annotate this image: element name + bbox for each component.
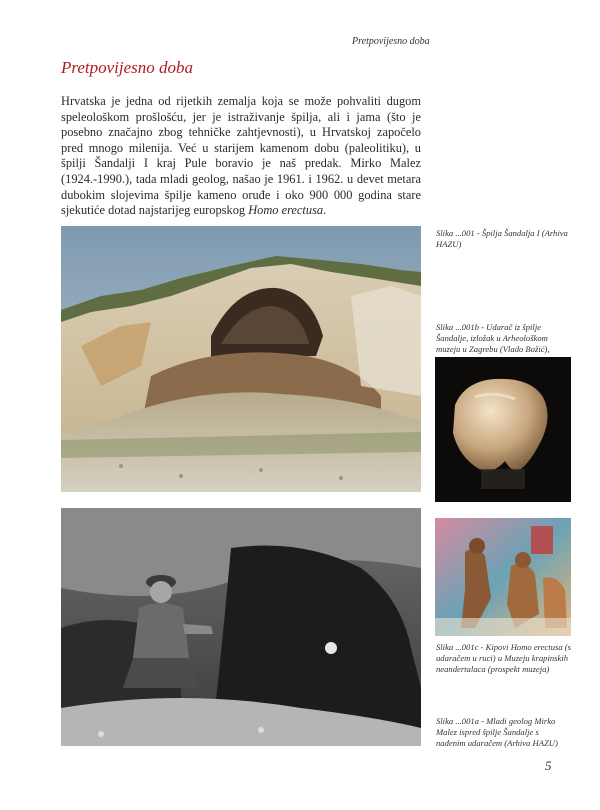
statues-photo bbox=[435, 518, 571, 636]
body-paragraph bbox=[61, 94, 421, 219]
stone-tool-photo bbox=[435, 357, 571, 502]
caption-geologist: Slika ...001a - Mladi geolog Mirko Malez ispred špilje Šandalje s nađenim udaračem (Arhiva HAZU) bbox=[436, 716, 558, 748]
body-text-main: Hrvatska je jedna od rijetkih zemalja koja se može pohvaliti dugom speleološkom prošlošću, jer je istraživanje špilja, ali i jama (što je posebno značajno zbog tehničke zahtjevnosti), u Hrvatskoj započelo pred mnogo milenija. Već u starijem kamenom dobu (paleolitiku), u špilji Šandalji I kraj Pule boravio je naš predak. Mirko Malez (1924.-1990.), tada mladi geolog, našao je 1961. i 1962. u devet metara dubokim slojevima špilje kameno oruđe i oko 900 000 godina stare sjekutiće dotad najstarijeg europskog bbox=[61, 94, 421, 218]
body-text-species: Homo erectusa bbox=[248, 203, 324, 218]
cave-photo bbox=[61, 226, 421, 492]
geologist-photo bbox=[61, 508, 421, 746]
caption-cave: Slika ...001 - Špilja Šandalja I (Arhiva HAZU) bbox=[436, 228, 568, 249]
page-number: 5 bbox=[545, 758, 552, 773]
body-text-end: . bbox=[323, 203, 327, 218]
caption-statues: Slika ...001c - Kipovi Homo erectusa (s udaračem u ruci) u Muzeju krapinskih neandertalaca (prospekt muzeja) bbox=[436, 642, 572, 674]
caption-tool: Slika ...001b - Udarač iz špilje Šandalje, izložak u Arheološkom muzeju u Zagrebu (Vlado Božić), bbox=[436, 322, 550, 354]
section-title: Pretpovijesno doba bbox=[61, 58, 194, 77]
running-head: Pretpovijesno doba bbox=[352, 36, 430, 47]
